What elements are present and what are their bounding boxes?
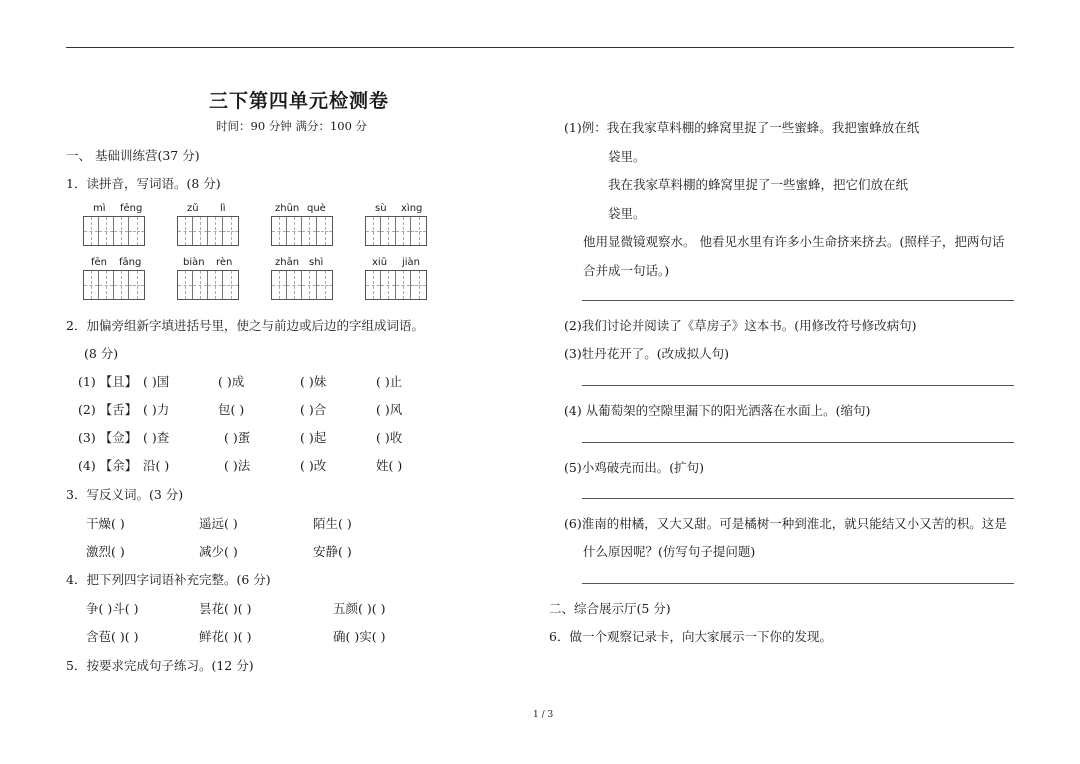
q2-row-head: (3) 【佥】	[78, 430, 138, 445]
answer-line[interactable]	[582, 498, 1014, 499]
q1-label: 1．读拼音，写词语。(8 分)	[66, 176, 221, 191]
pinyin: lì	[220, 203, 226, 214]
pinyin: xiū	[372, 257, 388, 268]
writing-box[interactable]	[177, 270, 239, 300]
fill-blank[interactable]: ( )法	[224, 458, 251, 473]
antonym-blank[interactable]: 减少( )	[199, 544, 238, 559]
q2-label: 2．加偏旁组新字填进括号里，使之与前边或后边的字组成词语。	[66, 318, 424, 333]
fill-blank[interactable]: 包( )	[218, 402, 245, 417]
q5-s2: (2)我们讨论并阅读了《草房子》这本书。(用修改符号修改病句)	[564, 318, 917, 333]
fill-blank[interactable]: ( )风	[376, 402, 403, 417]
pinyin: zǔ	[187, 203, 199, 214]
q3-label: 3．写反义词。(3 分)	[66, 487, 184, 502]
pinyin: jiàn	[402, 257, 421, 268]
fill-blank[interactable]: ( )收	[376, 430, 403, 445]
section-1-heading: 一、 基础训练营(37 分)	[66, 148, 200, 163]
fill-blank[interactable]: ( )妹	[300, 374, 327, 389]
exam-subtitle: 时间：90 分钟 满分：100 分	[216, 119, 368, 133]
pinyin: zhūn	[275, 203, 300, 214]
answer-line[interactable]	[582, 300, 1014, 301]
antonym-blank[interactable]: 陌生( )	[313, 516, 352, 531]
fill-blank[interactable]: ( )成	[218, 374, 245, 389]
pinyin: sù	[375, 203, 387, 214]
answer-line[interactable]	[582, 385, 1014, 386]
pinyin: shì	[309, 257, 324, 268]
header-rule	[66, 47, 1014, 48]
q5-s1-task-cont: 合并成一句话。)	[583, 263, 670, 278]
q5-s1-example-cont: 袋里。	[608, 149, 646, 164]
q2-row-head: (2) 【舌】	[78, 402, 138, 417]
writing-box[interactable]	[177, 216, 239, 246]
pinyin: zhān	[275, 257, 300, 268]
q5-s1-task: 他用显微镜观察水。 他看见水里有许多小生命挤来挤去。(照样子，把两句话	[583, 234, 1005, 249]
pinyin: fēng	[120, 203, 143, 214]
page-number: 1 / 3	[533, 710, 554, 720]
q5-label: 5．按要求完成句子练习。(12 分)	[66, 658, 254, 673]
answer-line[interactable]	[582, 583, 1014, 584]
idiom-blank[interactable]: 五颜( )( )	[333, 601, 386, 616]
idiom-blank[interactable]: 鲜花( )( )	[199, 629, 252, 644]
fill-blank[interactable]: ( )蛋	[224, 430, 251, 445]
q2-row-head: (1) 【且】	[78, 374, 138, 389]
pinyin: rèn	[216, 257, 233, 268]
idiom-blank[interactable]: 含苞( )( )	[86, 629, 139, 644]
writing-box[interactable]	[271, 270, 333, 300]
writing-box[interactable]	[365, 270, 427, 300]
answer-line[interactable]	[582, 442, 1014, 443]
q5-s1-example-merged-cont: 袋里。	[608, 206, 646, 221]
antonym-blank[interactable]: 安静( )	[313, 544, 352, 559]
fill-blank[interactable]: ( )起	[300, 430, 327, 445]
q6-label: 6．做一个观察记录卡，向大家展示一下你的发现。	[549, 629, 832, 644]
q4-label: 4．把下列四字词语补充完整。(6 分)	[66, 572, 271, 587]
q5-s6: (6)淮南的柑橘，又大又甜。可是橘树一种到淮北，就只能结又小又苦的枳。这是	[564, 516, 1007, 531]
q5-s4: (4) 从葡萄架的空隙里漏下的阳光洒落在水面上。(缩句)	[564, 403, 871, 418]
fill-blank[interactable]: ( )改	[300, 458, 327, 473]
idiom-blank[interactable]: 确( )实( )	[333, 629, 386, 644]
page-title: 三下第四单元检测卷	[209, 90, 390, 112]
fill-blank[interactable]: ( )合	[300, 402, 327, 417]
fill-blank[interactable]: 姓( )	[376, 458, 403, 473]
pinyin: què	[307, 203, 326, 214]
pinyin: fāng	[119, 257, 142, 268]
pinyin: mì	[93, 203, 106, 214]
fill-blank[interactable]: ( )国	[143, 374, 170, 389]
q5-s1-example-merged: 我在我家草料棚的蜂窝里捉了一些蜜蜂，把它们放在纸	[608, 177, 909, 192]
fill-blank[interactable]: ( )止	[376, 374, 403, 389]
writing-box[interactable]	[365, 216, 427, 246]
fill-blank[interactable]: ( )力	[143, 402, 170, 417]
fill-blank[interactable]: ( )查	[143, 430, 170, 445]
writing-box[interactable]	[271, 216, 333, 246]
antonym-blank[interactable]: 干燥( )	[86, 516, 125, 531]
q5-s3: (3)牡丹花开了。(改成拟人句)	[564, 346, 729, 361]
pinyin: fēn	[91, 257, 108, 268]
q2-row-head: (4) 【余】	[78, 458, 138, 473]
q5-s1-example: (1)例：我在我家草料棚的蜂窝里捉了一些蜜蜂。我把蜜蜂放在纸	[564, 120, 920, 135]
q2-points: (8 分)	[84, 346, 119, 361]
writing-box[interactable]	[83, 270, 145, 300]
antonym-blank[interactable]: 激烈( )	[86, 544, 125, 559]
antonym-blank[interactable]: 遥远( )	[199, 516, 238, 531]
q5-s6-cont: 什么原因呢？(仿写句子提问题)	[583, 544, 756, 559]
fill-blank[interactable]: 沿( )	[143, 458, 170, 473]
writing-box[interactable]	[83, 216, 145, 246]
q5-s5: (5)小鸡破壳而出。(扩句)	[564, 460, 704, 475]
pinyin: biàn	[183, 257, 205, 268]
idiom-blank[interactable]: 昙花( )( )	[199, 601, 252, 616]
idiom-blank[interactable]: 争( )斗( )	[86, 601, 139, 616]
pinyin: xìng	[401, 203, 423, 214]
section-2-heading: 二、综合展示厅(5 分)	[549, 601, 671, 616]
